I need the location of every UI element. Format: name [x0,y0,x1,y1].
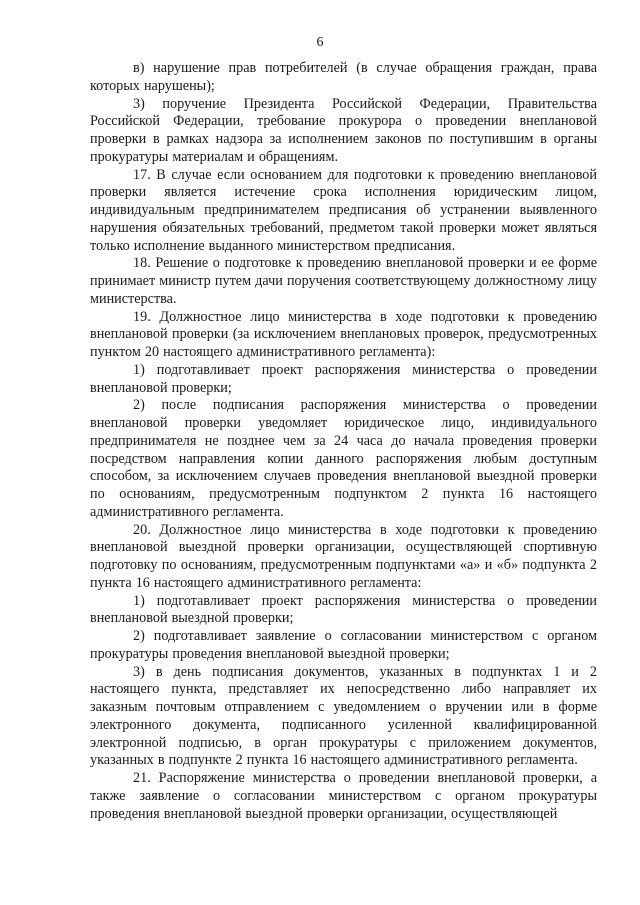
paragraph-20-item-1: 1) подготавливает проект распоряжения министерства о проведении внеплановой выездной проверки; [90,592,597,627]
paragraph-19: 19. Должностное лицо министерства в ходе подготовки к проведению внеплановой проверки (за исключением внеплановых проверок, предусмотренных пунктом 20 настоящего административного регламента): [90,308,597,360]
paragraph-21: 21. Распоряжение министерства о проведении внеплановой проверки, а также заявление о согласовании министерством с органом прокуратуры проведения внеплановой выездной проверки организации, осуществляющей [90,770,597,822]
paragraph-20: 20. Должностное лицо министерства в ходе подготовки к проведению внеплановой выездной проверки организации, осуществляющей спортивную подготовку по основаниям, предусмотренным подпунктами «а» и «б» подпункта 2 пункта 16 настоящего административного регламента: [90,521,597,591]
paragraph-20-item-2: 2) подготавливает заявление о согласовании министерством с органом прокуратуры проведения внеплановой выездной проверки; [90,628,597,662]
paragraph-3-president-instruction: 3) поручение Президента Российской Федерации, Правительства Российской Федерации, требование прокурора о проведении внеплановой проверки в рамках надзора за исполнением законов по поступившим в органы прокуратуры материалам и обращениям. [90,95,597,165]
page-number: 6 [316,35,324,50]
paragraph-17: 17. В случае если основанием для подготовки к проведению внеплановой проверки является истечение срока исполнения юридическим лицом, индивидуальным предпринимателем предписания об устранении выявленного нарушения обязательных требований, предметом такой проверки может являться только исполнение выданного министерством предписания. [90,166,597,254]
paragraph-v-consumer-rights: в) нарушение прав потребителей (в случае обращения граждан, права которых нарушены); [90,60,597,94]
paragraph-19-item-1: 1) подготавливает проект распоряжения министерства о проведении внеплановой проверки; [90,361,597,396]
paragraph-18: 18. Решение о подготовке к проведению внеплановой проверки и ее форме принимает министр путем дачи поручения соответствующему должностному лицу министерства. [90,255,597,307]
paragraph-20-item-3: 3) в день подписания документов, указанных в подпунктах 1 и 2 настоящего пункта, представляет их непосредственно либо направляет их заказным почтовым отправлением с уведомлением о вручении или в форме электронного документа, подписанного усиленной квалифицированной электронной подписью, в орган прокуратуры с приложением документов, указанных в подпункте 2 пункта 16 настоящего административного регламента. [90,663,597,769]
paragraph-19-item-2: 2) после подписания распоряжения министерства о проведении внеплановой проверки уведомляет юридическое лицо, индивидуального предпринимателя не позднее чем за 24 часа до начала проведения проверки посредством направления копии данного распоряжения любым доступным способом, за исключением случаев проведения внеплановой выездной проверки по основаниям, предусмотренным подпунктом 2 пункта 16 настоящего административного регламента. [90,397,597,520]
document-body [90,60,597,823]
